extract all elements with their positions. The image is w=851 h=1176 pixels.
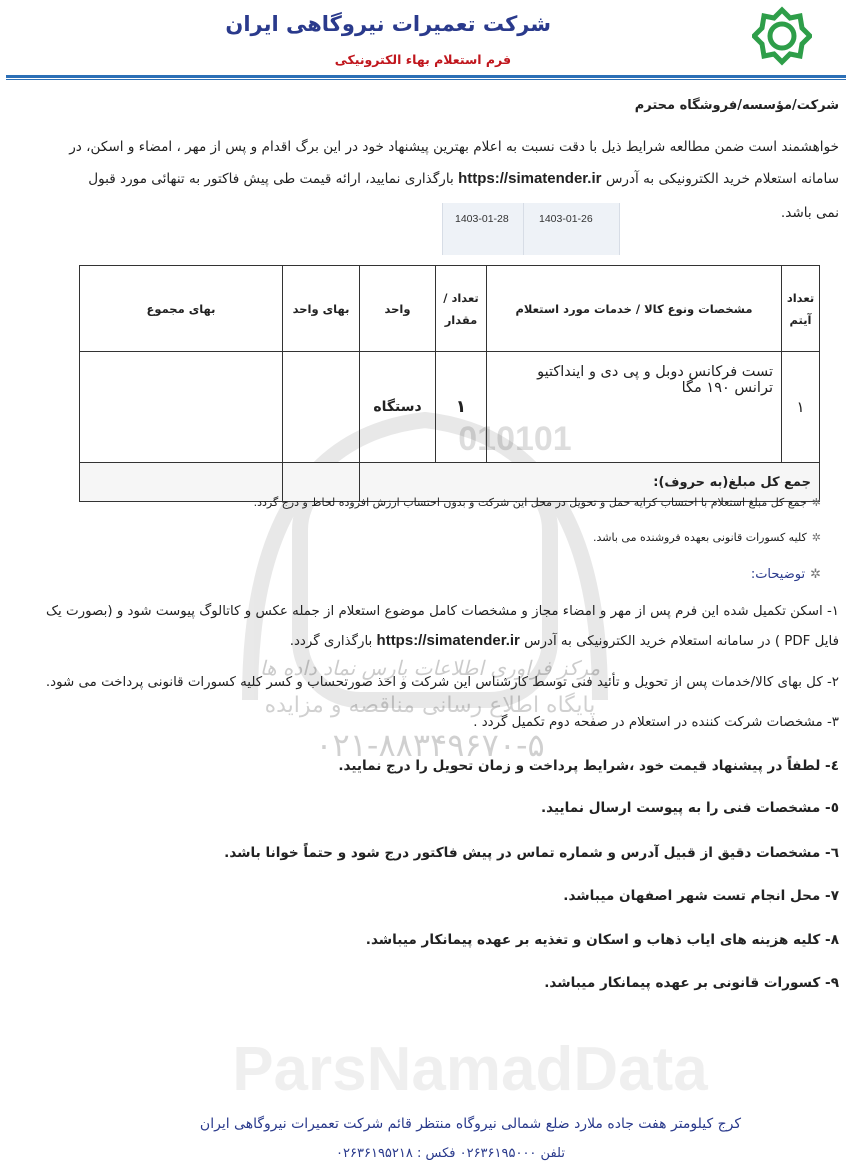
- header-row-number: تعداد آیتم: [782, 266, 820, 352]
- header-description: مشخصات ونوع کالا / خدمات مورد استعلام: [487, 266, 782, 352]
- star-icon: ✲: [810, 567, 821, 582]
- item-6: ٦- مشخصات دقیق از قبیل آدرس و شماره تماس در پیش فاکتور درج شود و حتماً خوانا باشد.: [224, 845, 839, 861]
- notes-heading-text: توضیحات:: [750, 567, 806, 582]
- form-subtitle: فرم استعلام بهاء الکترونیکی: [334, 52, 511, 67]
- item-8: ۸- کلیه هزینه های ایاب ذهاب و اسکان و تغذیه بر عهده پیمانکار میباشد.: [365, 932, 839, 948]
- header-quantity: تعداد / مقدار: [436, 266, 487, 352]
- total-amount-label: جمع کل مبلغ(به حروف):: [360, 463, 820, 502]
- header-divider: [6, 75, 846, 78]
- watermark-line2: پایگاه اطلاع رسانی مناقصه و مزایده: [264, 693, 596, 718]
- simatender-link-2[interactable]: https://simatender.ir: [376, 632, 520, 649]
- quantity-cell: ۱: [436, 352, 487, 463]
- note-2: [593, 531, 821, 544]
- item-1-line-1: ۱- اسکن تکمیل شده این فرم پس از مهر و امضاء مجاز و مشخصات کامل موضوع استعلام از جمله عکس و کاتالوگ پیوست شود و (بصورت یک: [46, 604, 839, 619]
- item-1-line-2-pre: فایل PDF ) در سامانه استعلام خرید الکترونیکی به آدرس: [524, 634, 839, 649]
- simatender-link[interactable]: https://simatender.ir: [458, 170, 602, 187]
- notes-heading: [751, 567, 821, 582]
- item-2: ۲- کل بهای کالا/خدمات پس از تحویل و تأئید فنی توسط کارشناس این شرکت و اخذ صورتحساب و کسر کلیه کسورات قانونی پرداخت می شود.: [45, 675, 839, 690]
- table-header-row: [80, 266, 820, 352]
- table-row: [80, 352, 820, 463]
- watermark-brand: ParsNamadData: [232, 1035, 708, 1104]
- item-1-line-2: [290, 632, 839, 649]
- note-1-text: جمع کل مبلغ استعلام با احتساب کرایه حمل و تحویل در محل این شرکت و بدون احتساب ارزش افزوده لحاظ و درج گردد.: [253, 496, 807, 509]
- date-deadline: 1403-01-28: [455, 213, 509, 225]
- footer-phone: تلفن ۰۲۶۳۶۱۹۵۰۰۰ فکس : ۰۲۶۳۶۱۹۵۲۱۸: [336, 1146, 565, 1161]
- header-unit: واحد: [360, 266, 436, 352]
- intro-line-2: [88, 170, 839, 187]
- row-number-cell: ۱: [782, 352, 820, 463]
- company-title: شرکت تعمیرات نیروگاهی ایران: [225, 12, 551, 36]
- intro-line-2-pre: سامانه استعلام خرید الکترونیکی به آدرس: [605, 171, 839, 187]
- item-3: ۳- مشخصات شرکت کننده در استعلام در صفحه دوم تکمیل گردد .: [473, 715, 839, 730]
- header-divider-thin: [6, 79, 846, 80]
- item-5: ٥- مشخصات فنی را به پیوست ارسال نمایید.: [540, 800, 839, 816]
- watermark-line1: مرکز فراوری اطلاعات پارس نماد داده ها: [259, 656, 601, 680]
- note-2-text: کلیه کسورات قانونی بعهده فروشنده می باشد.: [593, 531, 807, 544]
- total-amount-value[interactable]: [80, 463, 283, 502]
- intro-line-3: نمی باشد.: [780, 205, 839, 221]
- header-unit-price: بهای واحد: [283, 266, 360, 352]
- unit-price-cell[interactable]: [283, 352, 360, 463]
- star-icon: ✲: [811, 496, 821, 509]
- item-1-line-2-post: بارگذاری گردد.: [289, 634, 373, 649]
- star-icon: ✲: [811, 531, 821, 544]
- note-1: [254, 496, 821, 509]
- date-issue: 1403-01-26: [539, 213, 593, 225]
- item-7: ۷- محل انجام تست شهر اصفهان میباشد.: [563, 888, 839, 904]
- unit-cell: دستگاه: [360, 352, 436, 463]
- total-price-cell[interactable]: [80, 352, 283, 463]
- watermark-phone: ۰۲۱-۸۸۳۴۹۶۷۰-۵: [315, 726, 545, 764]
- salutation: شرکت/مؤسسه/فروشگاه محترم: [634, 98, 839, 113]
- item-4: ٤- لطفاً در پیشنهاد قیمت خود ،شرایط پرداخت و زمان تحویل را درج نمایید.: [338, 758, 839, 774]
- date-box: [442, 203, 620, 255]
- inquiry-table: [79, 265, 820, 502]
- watermark-digits: 010101: [458, 420, 572, 458]
- company-logo-icon: [752, 6, 812, 66]
- intro-line-2-post: بارگذاری نمایید، ارائه قیمت طی پیش فاکتور به تنهائی مورد قبول: [88, 171, 454, 187]
- footer-address: کرج کیلومتر هفت جاده ملارد ضلع شمالی نیروگاه منتظر قائم شرکت تعمیرات نیروگاهی ایران: [199, 1116, 742, 1132]
- item-9: ۹- کسورات قانونی بر عهده پیمانکار میباشد.: [544, 975, 839, 991]
- date-divider: [523, 203, 524, 255]
- description-cell: تست فرکانس دوبل و پی دی و اینداکتیو ترانس ۱۹۰ مگا: [487, 352, 782, 463]
- intro-line-1: خواهشمند است ضمن مطالعه شرایط ذیل با دقت نسبت به اعلام بهترین پیشنهاد خود در این برگ اقدام و پس از مهر ، امضاء و اسکن، در: [69, 139, 839, 155]
- header-total-price: بهای مجموع: [80, 266, 283, 352]
